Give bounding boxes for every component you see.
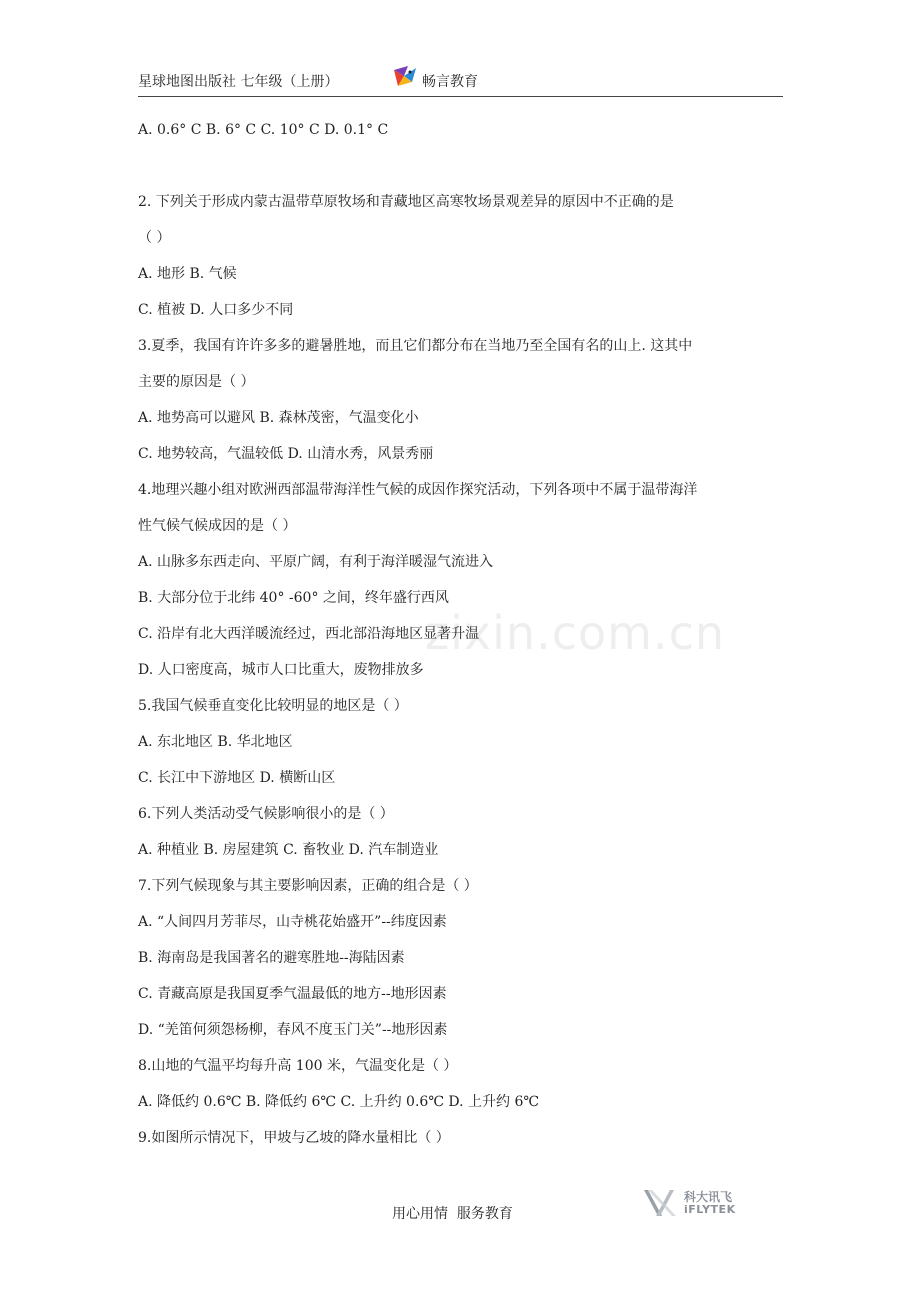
question-4: 4.地理兴趣小组对欧洲西部温带海洋性气候的成因作探究活动，下列各项中不属于温带海洋 bbox=[138, 482, 698, 498]
option-line: D. “羌笛何须怨杨柳，春风不度玉门关”--地形因素 bbox=[138, 1022, 448, 1038]
iflytek-logo bbox=[640, 1186, 750, 1220]
option-line: A. “人间四月芳菲尽，山寺桃花始盛开”--纬度因素 bbox=[138, 914, 447, 930]
page-header bbox=[138, 72, 783, 97]
option-line: A. 东北地区 B. 华北地区 bbox=[138, 734, 293, 750]
question-content bbox=[138, 112, 788, 1156]
option-line: A. 种植业 B. 房屋建筑 C. 畜牧业 D. 汽车制造业 bbox=[138, 842, 439, 858]
option-line: C. 植被 D. 人口多少不同 bbox=[138, 302, 294, 318]
option-line: A. 山脉多东西走向、平原广阔，有利于海洋暖湿气流进入 bbox=[138, 554, 494, 570]
brand-en: iFLYTEK bbox=[684, 1203, 736, 1216]
option-line: C. 长江中下游地区 D. 横断山区 bbox=[138, 770, 336, 786]
text-line: 主要的原因是（ ） bbox=[138, 374, 255, 390]
option-line: D. 人口密度高，城市人口比重大，废物排放多 bbox=[138, 662, 424, 678]
changyan-logo-icon bbox=[390, 64, 420, 92]
answer-blank: （ ） bbox=[138, 230, 171, 246]
iflytek-mark-icon bbox=[640, 1186, 680, 1220]
question-5: 5.我国气候垂直变化比较明显的地区是（ ） bbox=[138, 698, 408, 714]
question-2: 2. 下列关于形成内蒙古温带草原牧场和青藏地区高寒牧场景观差异的原因中不正确的是 bbox=[138, 194, 674, 210]
watermark: zixin.com.cn bbox=[425, 606, 726, 660]
option-line: C. 地势较高，气温较低 D. 山清水秀，风景秀丽 bbox=[138, 446, 434, 462]
option-line: A. 地形 B. 气候 bbox=[138, 266, 237, 282]
question-9: 9.如图所示情况下，甲坡与乙坡的降水量相比（ ） bbox=[138, 1130, 450, 1146]
option-line: C. 沿岸有北大西洋暖流经过，西北部沿海地区显著升温 bbox=[138, 626, 480, 642]
option-line: A. 降低约 0.6℃ B. 降低约 6℃ C. 上升约 0.6℃ D. 上升约 6℃ bbox=[138, 1094, 540, 1110]
text-line: 性气候气候成因的是（ ） bbox=[138, 518, 297, 534]
question-8: 8.山地的气温平均每升高 100 米，气温变化是（ ） bbox=[138, 1058, 458, 1074]
question-3: 3.夏季，我国有许许多多的避暑胜地，而且它们都分布在当地乃至全国有名的山上. 这其中 bbox=[138, 338, 693, 354]
option-line: B. 大部分位于北纬 40° -60° 之间，终年盛行西风 bbox=[138, 590, 449, 606]
question-6: 6.下列人类活动受气候影响很小的是（ ） bbox=[138, 806, 394, 822]
text-line: A. 0.6° C B. 6° C C. 10° C D. 0.1° C bbox=[138, 122, 389, 138]
publisher-title: 星球地图出版社 七年级（上册） bbox=[138, 74, 339, 90]
text-line bbox=[138, 148, 788, 184]
brand-name: 畅言教育 bbox=[422, 74, 478, 90]
brand-cn: 科大讯飞 bbox=[684, 1190, 733, 1204]
question-7: 7.下列气候现象与其主要影响因素，正确的组合是（ ） bbox=[138, 878, 478, 894]
option-line: A. 地势高可以避风 B. 森林茂密，气温变化小 bbox=[138, 410, 419, 426]
option-line: B. 海南岛是我国著名的避寒胜地--海陆因素 bbox=[138, 950, 405, 966]
footer-slogan: 用心用情 服务教育 bbox=[392, 1206, 513, 1222]
option-line: C. 青藏高原是我国夏季气温最低的地方--地形因素 bbox=[138, 986, 447, 1002]
